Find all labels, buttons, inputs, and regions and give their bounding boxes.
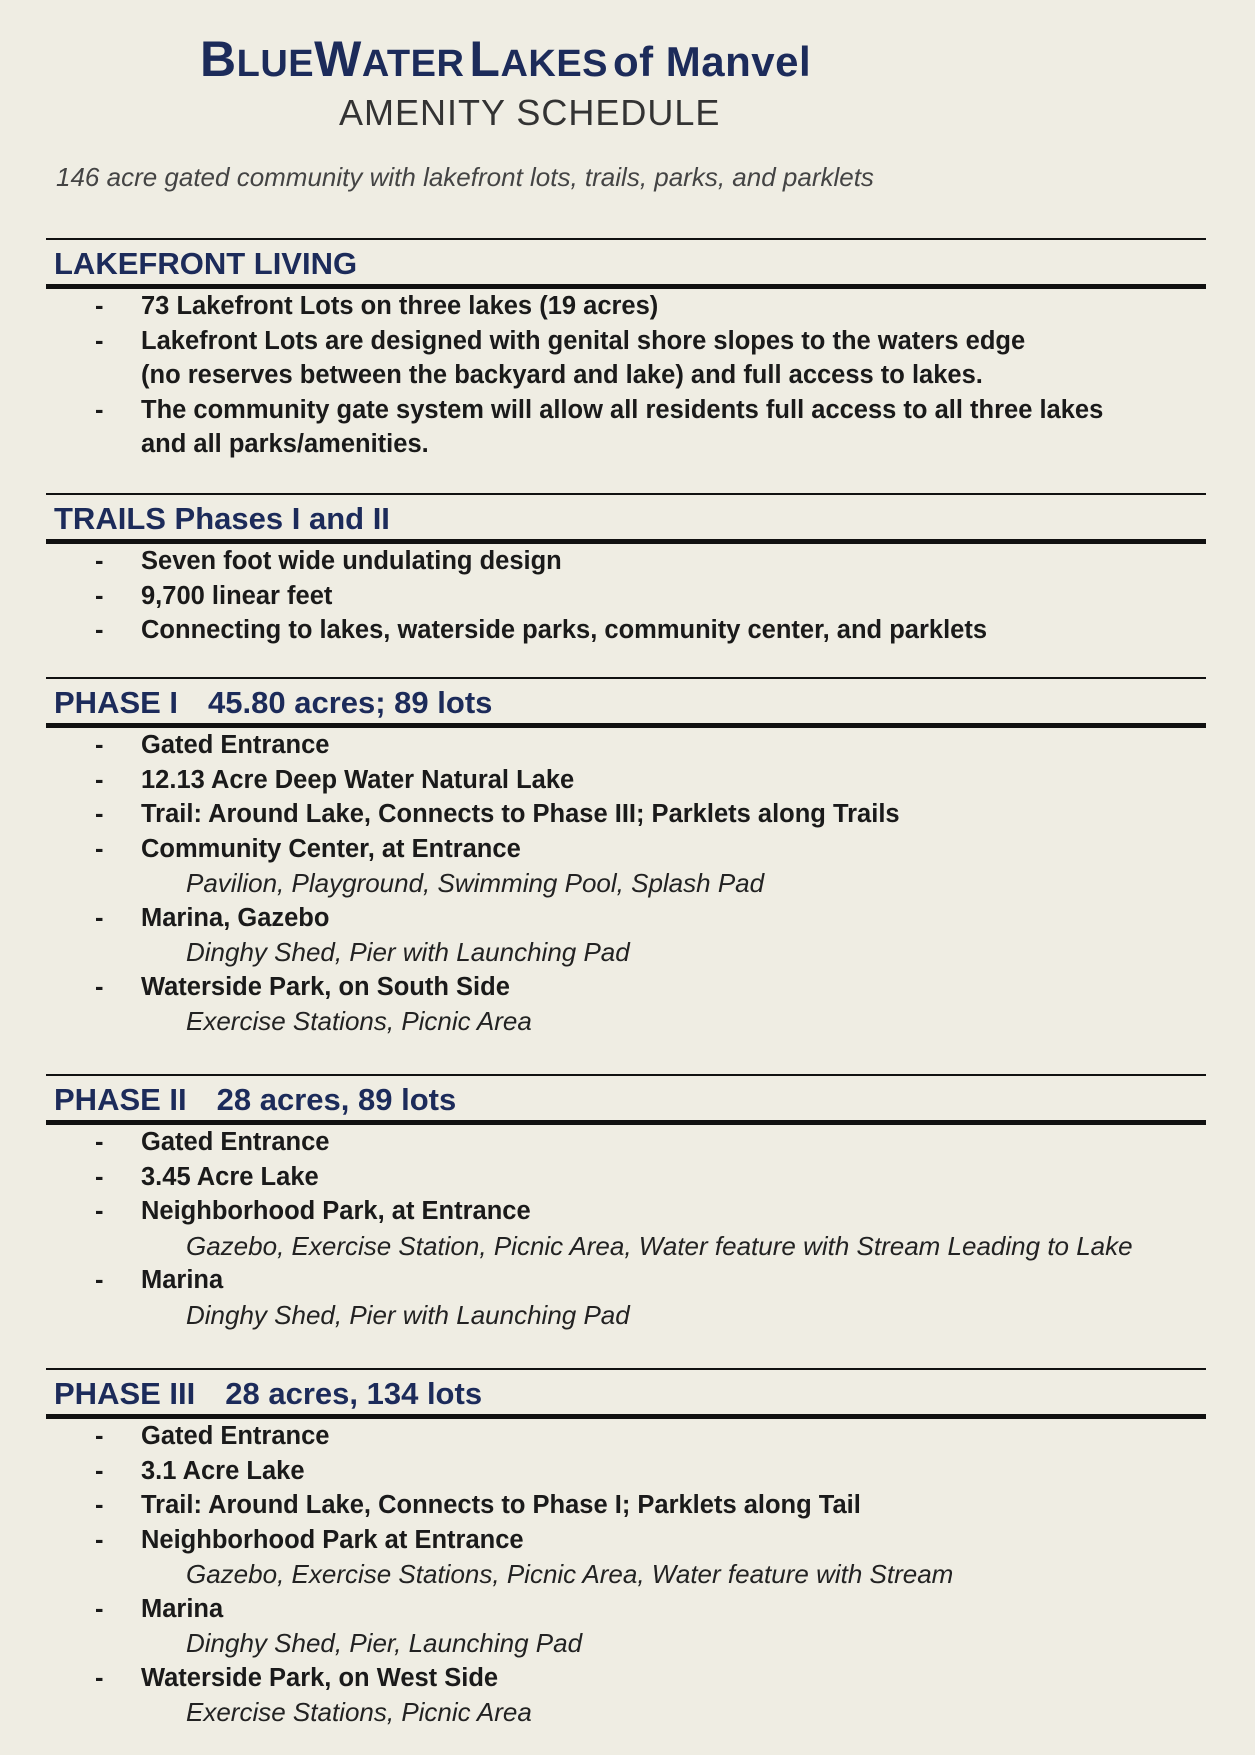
- item-text: Marina: [141, 1594, 224, 1623]
- item-detail: Exercise Stations, Picnic Area: [186, 1006, 532, 1036]
- item-text: Waterside Park, on South Side: [141, 972, 510, 1001]
- title-initial: W: [314, 31, 362, 87]
- list-item: [46, 1194, 1206, 1263]
- dash-bullet: -: [95, 834, 104, 863]
- item-text: Neighborhood Park at Entrance: [141, 1525, 524, 1554]
- title-word-rest: AKES: [500, 43, 609, 85]
- item-text: Lakefront Lots are designed with genital shore slopes to the waters edge: [141, 326, 1026, 355]
- list-item: [46, 728, 1206, 763]
- item-detail: Dinghy Shed, Pier with Launching Pad: [186, 1299, 630, 1330]
- list-item: [46, 544, 1206, 579]
- item-detail: Pavilion, Playground, Swimming Pool, Splash Pad: [186, 868, 765, 898]
- item-text: Neighborhood Park, at Entrance: [141, 1197, 531, 1225]
- item-list: [46, 1125, 1206, 1332]
- list-item: [46, 1592, 1206, 1661]
- dash-bullet: -: [95, 395, 104, 424]
- item-list: [46, 1419, 1206, 1730]
- list-item: [46, 970, 1206, 1039]
- dash-bullet: -: [95, 292, 104, 320]
- item-text: Marina: [141, 1266, 224, 1294]
- list-item: [46, 393, 1206, 462]
- list-item: [46, 797, 1206, 832]
- item-text: 3.1 Acre Lake: [141, 1456, 305, 1485]
- list-item: [46, 579, 1206, 614]
- title-suffix: of Manvel: [612, 38, 812, 85]
- item-text: Seven foot wide undulating design: [141, 547, 562, 575]
- item-detail: Exercise Stations, Picnic Area: [186, 1697, 532, 1727]
- list-item: [46, 1419, 1206, 1454]
- item-detail: Gazebo, Exercise Station, Picnic Area, Water feature with Stream Leading to Lake: [186, 1230, 1133, 1261]
- dash-bullet: -: [95, 731, 104, 759]
- dash-bullet: -: [95, 1594, 104, 1623]
- dash-bullet: -: [95, 1266, 104, 1294]
- list-item: [46, 1160, 1206, 1195]
- dash-bullet: -: [95, 800, 104, 828]
- list-item: [46, 1488, 1206, 1523]
- section-heading-label: LAKEFRONT LIVING: [54, 246, 358, 281]
- item-detail: Dinghy Shed, Pier with Launching Pad: [186, 937, 630, 967]
- page-title: [200, 30, 811, 88]
- title-initial: B: [200, 31, 237, 87]
- dash-bullet: -: [95, 1525, 104, 1554]
- section-heading-label: PHASE I: [54, 685, 179, 720]
- section-heading: [46, 240, 1206, 284]
- section-heading-detail: 28 acres, 134 lots: [225, 1376, 483, 1411]
- item-list: [46, 728, 1206, 1039]
- section-heading-label: PHASE III: [54, 1376, 196, 1411]
- section-heading: [46, 679, 1206, 723]
- item-text: Marina, Gazebo: [141, 903, 330, 932]
- list-item: [46, 1661, 1206, 1730]
- title-initial: L: [469, 31, 501, 87]
- dash-bullet: -: [95, 1162, 104, 1191]
- list-item: [46, 289, 1206, 324]
- dash-bullet: -: [95, 972, 104, 1001]
- item-text: Connecting to lakes, waterside parks, community center, and parklets: [141, 616, 988, 644]
- section-phase-2: [46, 1074, 1206, 1332]
- dash-bullet: -: [95, 326, 104, 355]
- item-detail: Gazebo, Exercise Stations, Picnic Area, Water feature with Stream: [186, 1559, 954, 1589]
- list-item: [46, 1523, 1206, 1592]
- section-phase-1: [46, 677, 1206, 1039]
- item-text: 73 Lakefront Lots on three lakes (19 acres): [141, 292, 659, 320]
- dash-bullet: -: [95, 547, 104, 575]
- dash-bullet: -: [95, 1456, 104, 1485]
- page-subtitle: AMENITY SCHEDULE: [339, 92, 721, 133]
- section-heading: [46, 1370, 1206, 1414]
- section-heading-detail: 45.80 acres; 89 lots: [208, 685, 493, 720]
- item-text: Community Center, at Entrance: [141, 834, 521, 863]
- title-word-rest: ATER: [361, 43, 465, 85]
- item-detail: Dinghy Shed, Pier, Launching Pad: [186, 1628, 583, 1658]
- dash-bullet: -: [95, 1663, 104, 1692]
- item-text: Gated Entrance: [141, 1422, 330, 1450]
- list-item: [46, 1263, 1206, 1332]
- dash-bullet: -: [95, 1422, 104, 1450]
- item-text: 3.45 Acre Lake: [141, 1162, 319, 1191]
- section-heading-label: TRAILS Phases I and II: [54, 501, 390, 536]
- item-text: Waterside Park, on West Side: [141, 1663, 499, 1692]
- dash-bullet: -: [95, 1197, 104, 1225]
- dash-bullet: -: [95, 1128, 104, 1156]
- section-heading: [46, 495, 1206, 539]
- list-item: [46, 832, 1206, 901]
- dash-bullet: -: [95, 1491, 104, 1519]
- item-text: Gated Entrance: [141, 1128, 330, 1156]
- list-item: [46, 1125, 1206, 1160]
- dash-bullet: -: [95, 616, 104, 644]
- intro-text: 146 acre gated community with lakefront lots, trails, parks, and parklets: [56, 162, 874, 192]
- list-item: [46, 1454, 1206, 1489]
- item-text: and all parks/amenities.: [141, 430, 429, 458]
- item-text: 12.13 Acre Deep Water Natural Lake: [141, 765, 575, 794]
- title-word-rest: LUE: [236, 43, 315, 85]
- dash-bullet: -: [95, 581, 104, 610]
- item-list: [46, 289, 1206, 462]
- section-lakefront-living: [46, 238, 1206, 462]
- section-heading: [46, 1076, 1206, 1120]
- list-item: [46, 763, 1206, 798]
- list-item: [46, 613, 1206, 648]
- item-text: Gated Entrance: [141, 731, 330, 759]
- section-heading-label: PHASE II: [54, 1082, 187, 1117]
- section-phase-3: [46, 1368, 1206, 1730]
- section-heading-detail: 28 acres, 89 lots: [216, 1082, 457, 1117]
- list-item: [46, 901, 1206, 970]
- item-text: Trail: Around Lake, Connects to Phase I; Parklets along Tail: [141, 1491, 861, 1519]
- section-trails: [46, 493, 1206, 648]
- dash-bullet: -: [95, 765, 104, 794]
- list-item: [46, 324, 1206, 393]
- item-text: The community gate system will allow all residents full access to all three lakes: [141, 395, 1104, 424]
- item-text: (no reserves between the backyard and lake) and full access to lakes.: [141, 361, 983, 389]
- item-text: Trail: Around Lake, Connects to Phase III; Parklets along Trails: [141, 800, 900, 828]
- dash-bullet: -: [95, 903, 104, 932]
- item-list: [46, 544, 1206, 648]
- item-text: 9,700 linear feet: [141, 581, 333, 610]
